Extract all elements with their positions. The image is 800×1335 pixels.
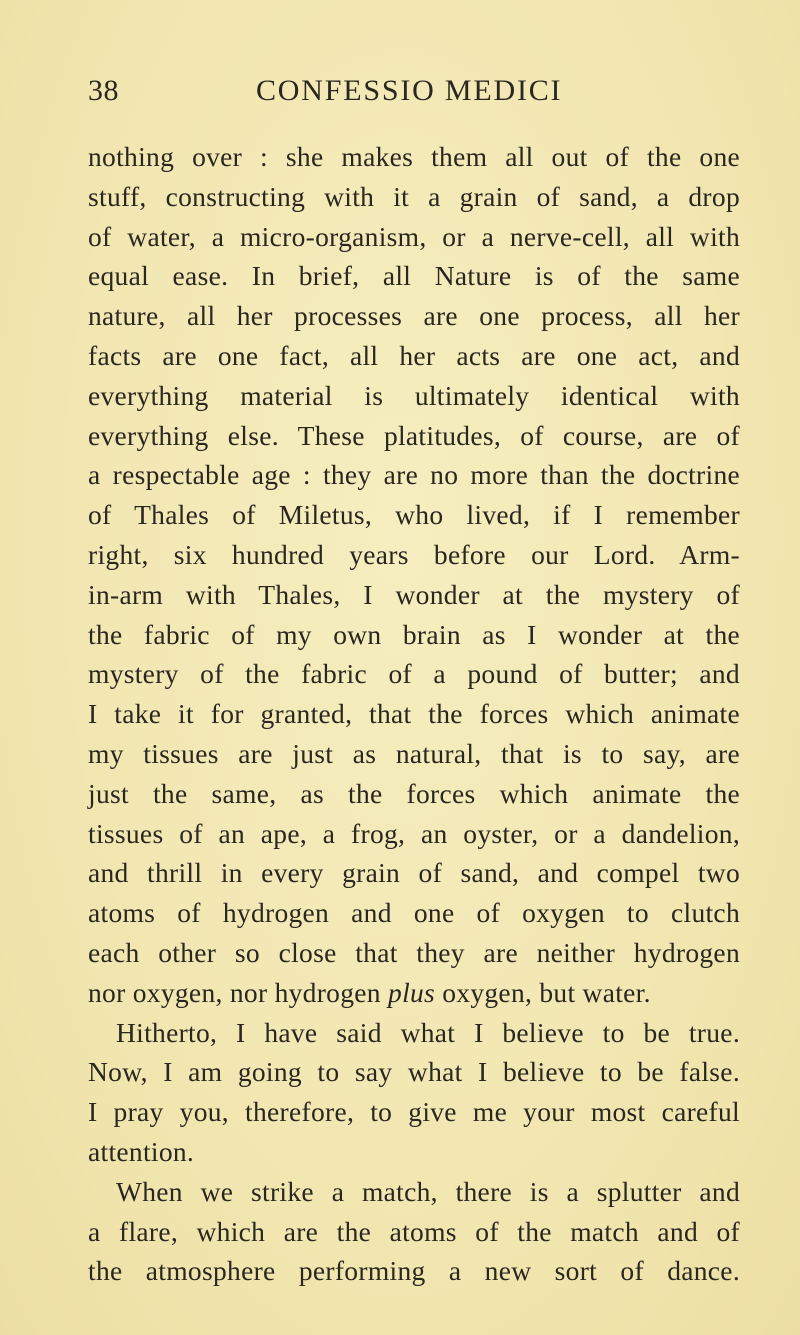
text-line: right, six hundred years before our Lord. Arm-: [88, 538, 740, 570]
text-fragment: oxygen, but water.: [435, 976, 651, 1008]
text-line: the fabric of my own brain as I wonder at the: [88, 618, 740, 650]
text-line: just the same, as the forces which animate the: [88, 777, 740, 809]
text-line: everything else. These platitudes, of course, are of: [88, 419, 740, 451]
text-line: in-arm with Thales, I wonder at the mystery of: [88, 578, 740, 610]
paragraph-first-line: When we strike a match, there is a splutter and: [116, 1175, 740, 1207]
text-line: each other so close that they are neither hydrogen: [88, 936, 740, 968]
text-line: I pray you, therefore, to give me your most careful: [88, 1096, 740, 1128]
text-line: I take it for granted, that the forces which animate: [88, 698, 740, 730]
text-line: mystery of the fabric of a pound of butter; and: [88, 658, 740, 690]
text-line: the atmosphere performing a new sort of dance.: [88, 1255, 740, 1287]
text-line: stuff, constructing with it a grain of sand, a drop: [88, 180, 740, 212]
text-line: equal ease. In brief, all Nature is of the same: [88, 260, 740, 292]
text-line: nothing over : she makes them all out of the one: [88, 141, 740, 172]
text-line: facts are one fact, all her acts are one act, and: [88, 339, 740, 371]
text-line: of Thales of Miletus, who lived, if I remember: [88, 499, 740, 531]
text-line: Now, I am going to say what I believe to be false.: [88, 1056, 740, 1088]
text-line: a flare, which are the atoms of the match and of: [88, 1215, 740, 1247]
text-line: my tissues are just as natural, that is to say, are: [88, 737, 740, 769]
page-number: 38: [88, 74, 119, 107]
text-line-last: [88, 973, 740, 1013]
italic-word: plus: [388, 976, 436, 1008]
text-line: and thrill in every grain of sand, and compel two: [88, 857, 740, 889]
text-line: of water, a micro-organism, or a nerve-cell, all with: [88, 220, 740, 252]
text-line-last: attention.: [88, 1135, 195, 1167]
running-head: CONFESSIO MEDICI: [256, 74, 563, 107]
text-fragment: nor oxygen, nor hydrogen: [88, 976, 389, 1008]
text-line: atoms of hydrogen and one of oxygen to clutch: [88, 897, 740, 929]
page-header: [88, 74, 748, 118]
body-text: [88, 137, 740, 1291]
text-line: tissues of an ape, a frog, an oyster, or a dandelion,: [88, 817, 740, 849]
text-line: everything material is ultimately identical with: [88, 379, 740, 411]
text-line: a respectable age : they are no more than the doctrine: [88, 459, 740, 491]
text-line: nature, all her processes are one process, all her: [88, 300, 740, 332]
paragraph-first-line: Hitherto, I have said what I believe to be true.: [116, 1016, 740, 1048]
